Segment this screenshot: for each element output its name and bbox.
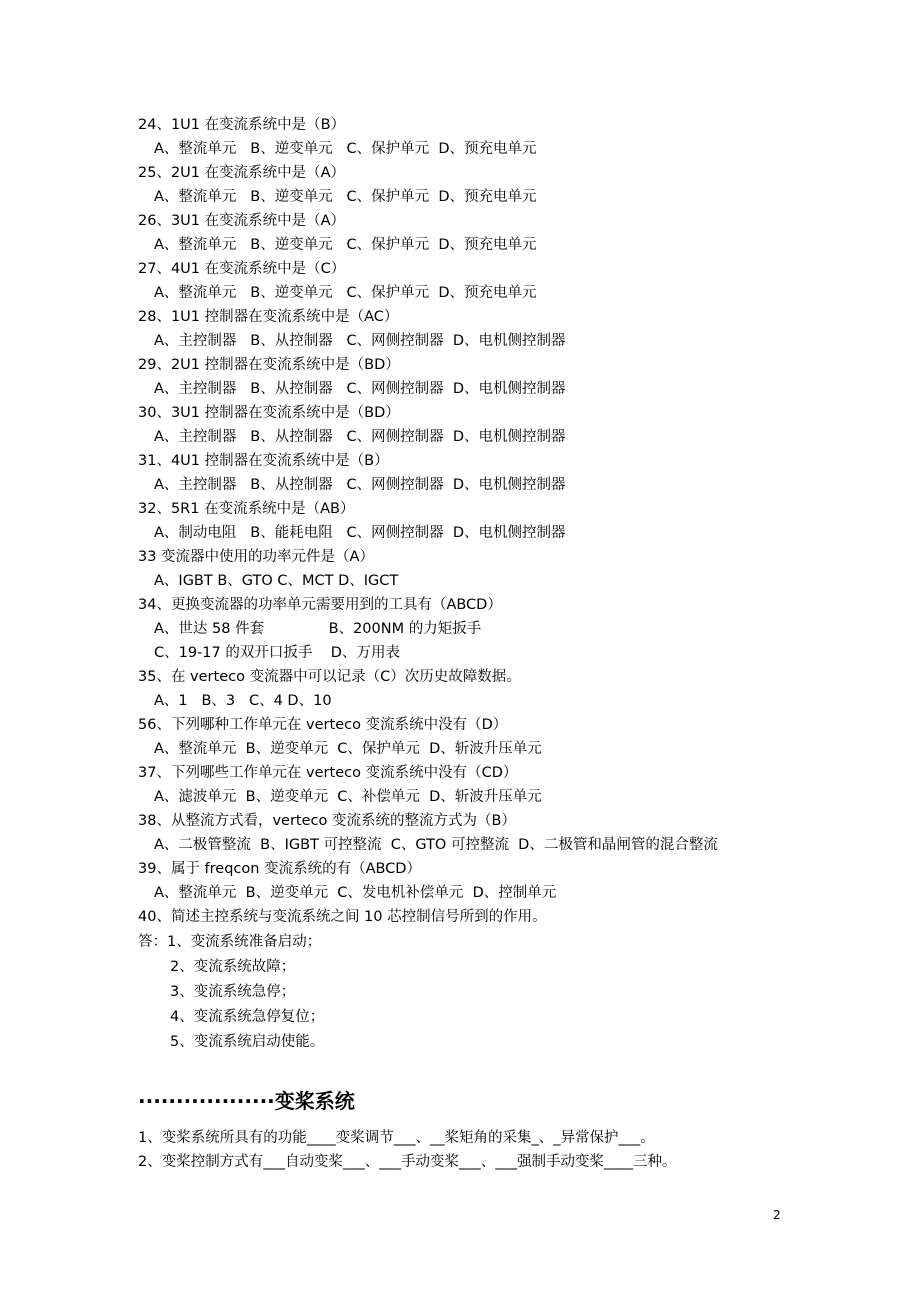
question-30: 30、3U1 控制器在变流系统中是（BD） (138, 405, 400, 421)
question-32: 32、5R1 在变流系统中是（AB） (138, 501, 355, 517)
section-title-pitch-system: ··················变桨系统 (138, 1089, 355, 1113)
question-37: 37、下列哪些工作单元在 verteco 变流系统中没有（CD） (138, 765, 518, 781)
options-25: A、整流单元 B、逆变单元 C、保护单元 D、预充电单元 (154, 189, 537, 205)
question-33: 33 变流器中使用的功率元件是（A） (138, 549, 374, 565)
question-28: 28、1U1 控制器在变流系统中是（AC） (138, 309, 399, 325)
question-38: 38、从整流方式看，verteco 变流系统的整流方式为（B） (138, 813, 516, 829)
pitch-question-2: 2、变桨控制方式有___自动变桨___、___手动变桨___、___强制手动变桨____三种。 (138, 1154, 677, 1170)
options-39: A、整流单元 B、逆变单元 C、发电机补偿单元 D、控制单元 (154, 885, 557, 901)
options-34-cd: C、19-17 的双开口扳手 D、万用表 (154, 645, 400, 661)
options-31: A、主控制器 B、从控制器 C、网侧控制器 D、电机侧控制器 (154, 477, 566, 493)
question-34: 34、更换变流器的功率单元需要用到的工具有（ABCD） (138, 597, 502, 613)
options-37: A、滤波单元 B、逆变单元 C、补偿单元 D、斩波升压单元 (154, 789, 542, 805)
answer-40-item-3: 3、变流系统急停； (170, 984, 296, 1000)
question-40: 40、简述主控系统与变流系统之间 10 芯控制信号所到的作用。 (138, 909, 547, 925)
options-24: A、整流单元 B、逆变单元 C、保护单元 D、预充电单元 (154, 141, 537, 157)
question-24: 24、1U1 在变流系统中是（B） (138, 117, 346, 133)
options-27: A、整流单元 B、逆变单元 C、保护单元 D、预充电单元 (154, 285, 537, 301)
options-32: A、制动电阻 B、能耗电阻 C、网侧控制器 D、电机侧控制器 (154, 525, 566, 541)
question-35: 35、在 verteco 变流器中可以记录（C）次历史故障数据。 (138, 669, 521, 685)
question-39: 39、属于 freqcon 变流系统的有（ABCD） (138, 861, 421, 877)
question-27: 27、4U1 在变流系统中是（C） (138, 261, 346, 277)
question-31: 31、4U1 控制器在变流系统中是（B） (138, 453, 389, 469)
question-56: 56、下列哪种工作单元在 verteco 变流系统中没有（D） (138, 717, 508, 733)
options-38: A、二极管整流 B、IGBT 可控整流 C、GTO 可控整流 D、二极管和晶闸管的混合整流 (154, 837, 718, 853)
answer-40-item-5: 5、变流系统启动使能。 (170, 1034, 325, 1050)
options-35: A、1 B、3 C、4 D、10 (154, 693, 332, 709)
page-number: 2 (773, 1208, 781, 1222)
options-33: A、IGBT B、GTO C、MCT D、IGCT (154, 573, 399, 589)
options-56: A、整流单元 B、逆变单元 C、保护单元 D、斩波升压单元 (154, 741, 542, 757)
pitch-question-1: 1、变桨系统所具有的功能____变桨调节___、__桨矩角的采集_、_异常保护___。 (138, 1130, 655, 1146)
question-29: 29、2U1 控制器在变流系统中是（BD） (138, 357, 400, 373)
answer-40-item-1: 答：1、变流系统准备启动； (138, 934, 322, 950)
answer-40-item-4: 4、变流系统急停复位； (170, 1009, 325, 1025)
options-28: A、主控制器 B、从控制器 C、网侧控制器 D、电机侧控制器 (154, 333, 566, 349)
options-26: A、整流单元 B、逆变单元 C、保护单元 D、预充电单元 (154, 237, 537, 253)
question-26: 26、3U1 在变流系统中是（A） (138, 213, 346, 229)
options-30: A、主控制器 B、从控制器 C、网侧控制器 D、电机侧控制器 (154, 429, 566, 445)
question-25: 25、2U1 在变流系统中是（A） (138, 165, 346, 181)
answer-40-item-2: 2、变流系统故障； (170, 959, 296, 975)
options-34-ab: A、世达 58 件套 B、200NM 的力矩扳手 (154, 621, 482, 637)
options-29: A、主控制器 B、从控制器 C、网侧控制器 D、电机侧控制器 (154, 381, 566, 397)
